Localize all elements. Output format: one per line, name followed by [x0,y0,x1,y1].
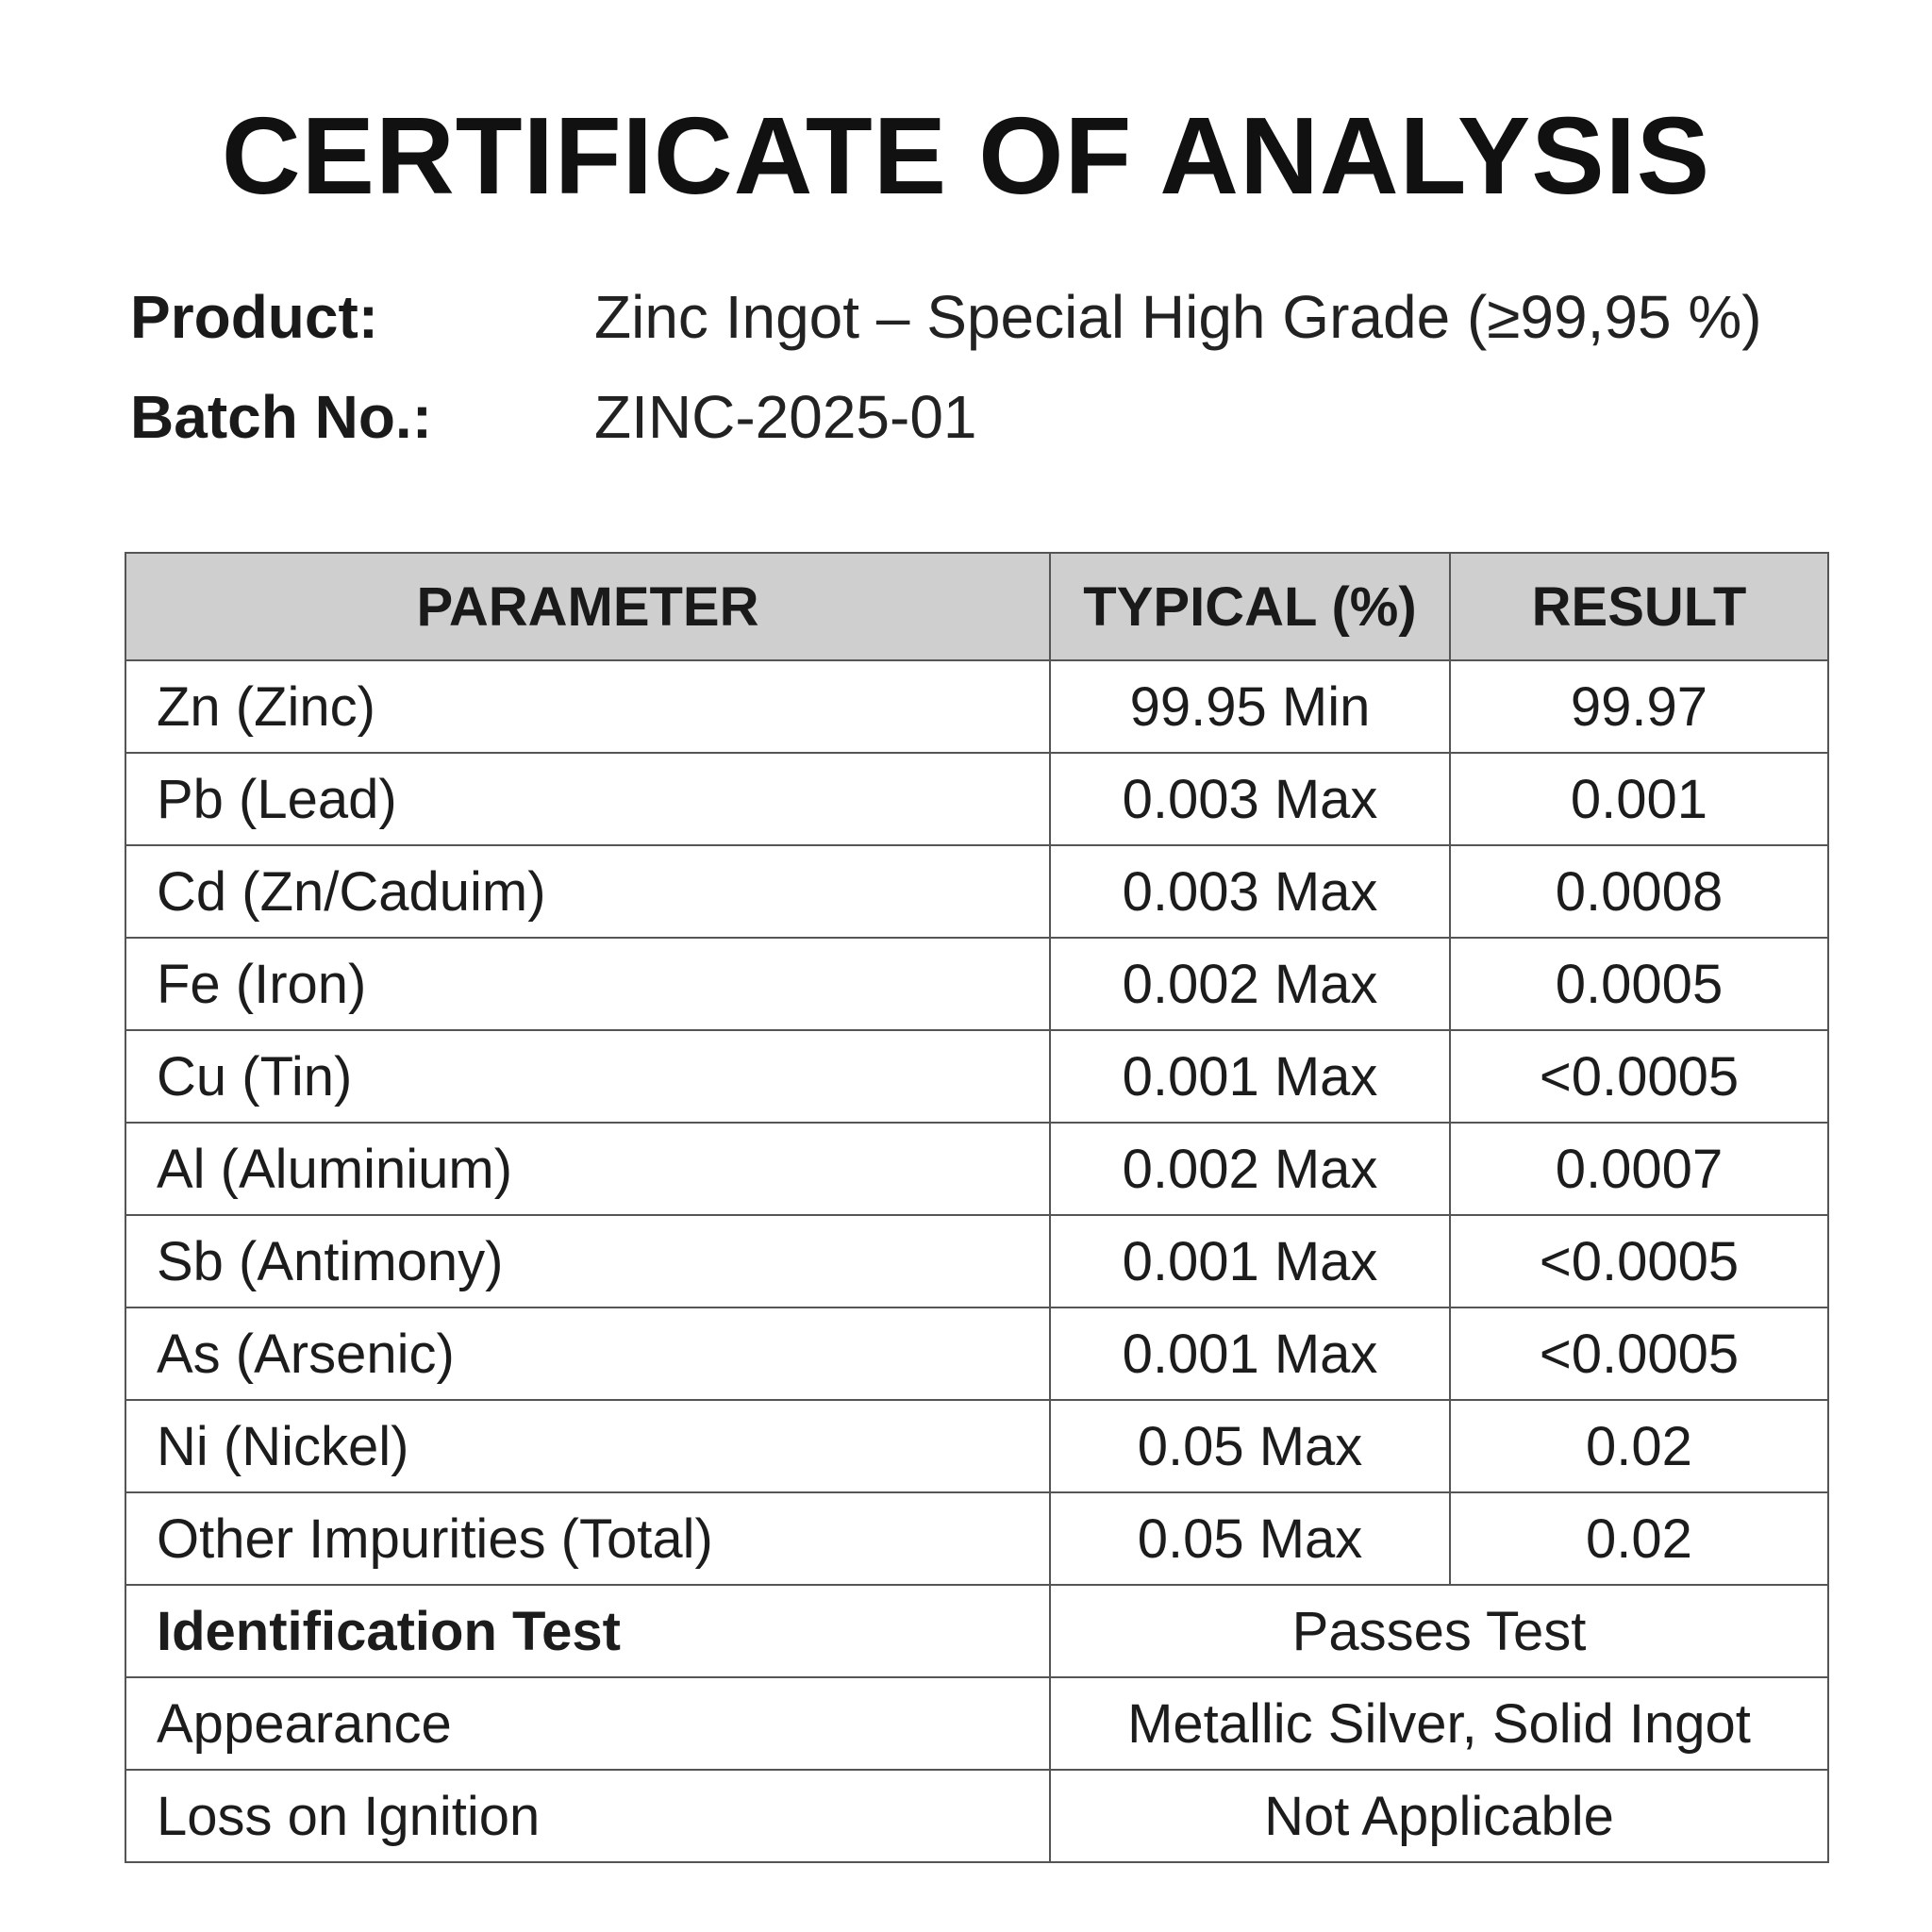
typical-cell: 99.95 Min [1050,660,1450,753]
parameter-cell: Pb (Lead) [125,753,1050,845]
merged-value-cell: Not Applicable [1050,1770,1828,1862]
parameter-cell: Sb (Antimony) [125,1215,1050,1307]
table-row [125,1492,1828,1585]
table-row [125,1307,1828,1400]
table-row [125,753,1828,845]
parameter-cell: Identification Test [125,1585,1050,1677]
result-cell: 0.02 [1450,1492,1828,1585]
typical-cell: 0.002 Max [1050,938,1450,1030]
table-row [125,1400,1828,1492]
merged-value-cell: Metallic Silver, Solid Ingot [1050,1677,1828,1770]
merged-value-cell: Passes Test [1050,1585,1828,1677]
analysis-table [125,552,1829,1863]
batch-value: ZINC-2025-01 [594,383,977,451]
parameter-cell: Fe (Iron) [125,938,1050,1030]
result-cell: 0.0008 [1450,845,1828,938]
table-row [125,938,1828,1030]
table-row-merged [125,1770,1828,1862]
table-row [125,1030,1828,1123]
typical-cell: 0.05 Max [1050,1400,1450,1492]
result-cell: 99.97 [1450,660,1828,753]
parameter-cell: As (Arsenic) [125,1307,1050,1400]
typical-cell: 0.003 Max [1050,845,1450,938]
parameter-cell: Ni (Nickel) [125,1400,1050,1492]
parameter-cell: Loss on Ignition [125,1770,1050,1862]
typical-cell: 0.05 Max [1050,1492,1450,1585]
parameter-cell: Zn (Zinc) [125,660,1050,753]
result-cell: <0.0005 [1450,1307,1828,1400]
table-row-merged [125,1585,1828,1677]
header-typical: TYPICAL (%) [1050,553,1450,660]
result-cell: <0.0005 [1450,1215,1828,1307]
result-cell: <0.0005 [1450,1030,1828,1123]
parameter-cell: Al (Aluminium) [125,1123,1050,1215]
typical-cell: 0.001 Max [1050,1030,1450,1123]
header-parameter: PARAMETER [125,553,1050,660]
table-row-merged [125,1677,1828,1770]
product-label: Product: [130,283,379,351]
table-header-row [125,553,1828,660]
document-title: CERTIFICATE OF ANALYSIS [221,94,1711,217]
table-row [125,845,1828,938]
typical-cell: 0.001 Max [1050,1215,1450,1307]
typical-cell: 0.003 Max [1050,753,1450,845]
batch-label: Batch No.: [130,383,432,451]
parameter-cell: Cd (Zn/Caduim) [125,845,1050,938]
table-row [125,1123,1828,1215]
table-row [125,660,1828,753]
typical-cell: 0.001 Max [1050,1307,1450,1400]
parameter-cell: Appearance [125,1677,1050,1770]
typical-cell: 0.002 Max [1050,1123,1450,1215]
result-cell: 0.02 [1450,1400,1828,1492]
table-row [125,1215,1828,1307]
parameter-cell: Cu (Tin) [125,1030,1050,1123]
result-cell: 0.0005 [1450,938,1828,1030]
result-cell: 0.001 [1450,753,1828,845]
parameter-cell: Other Impurities (Total) [125,1492,1050,1585]
result-cell: 0.0007 [1450,1123,1828,1215]
header-result: RESULT [1450,553,1828,660]
product-value: Zinc Ingot – Special High Grade (≥99,95 %) [594,283,1762,351]
